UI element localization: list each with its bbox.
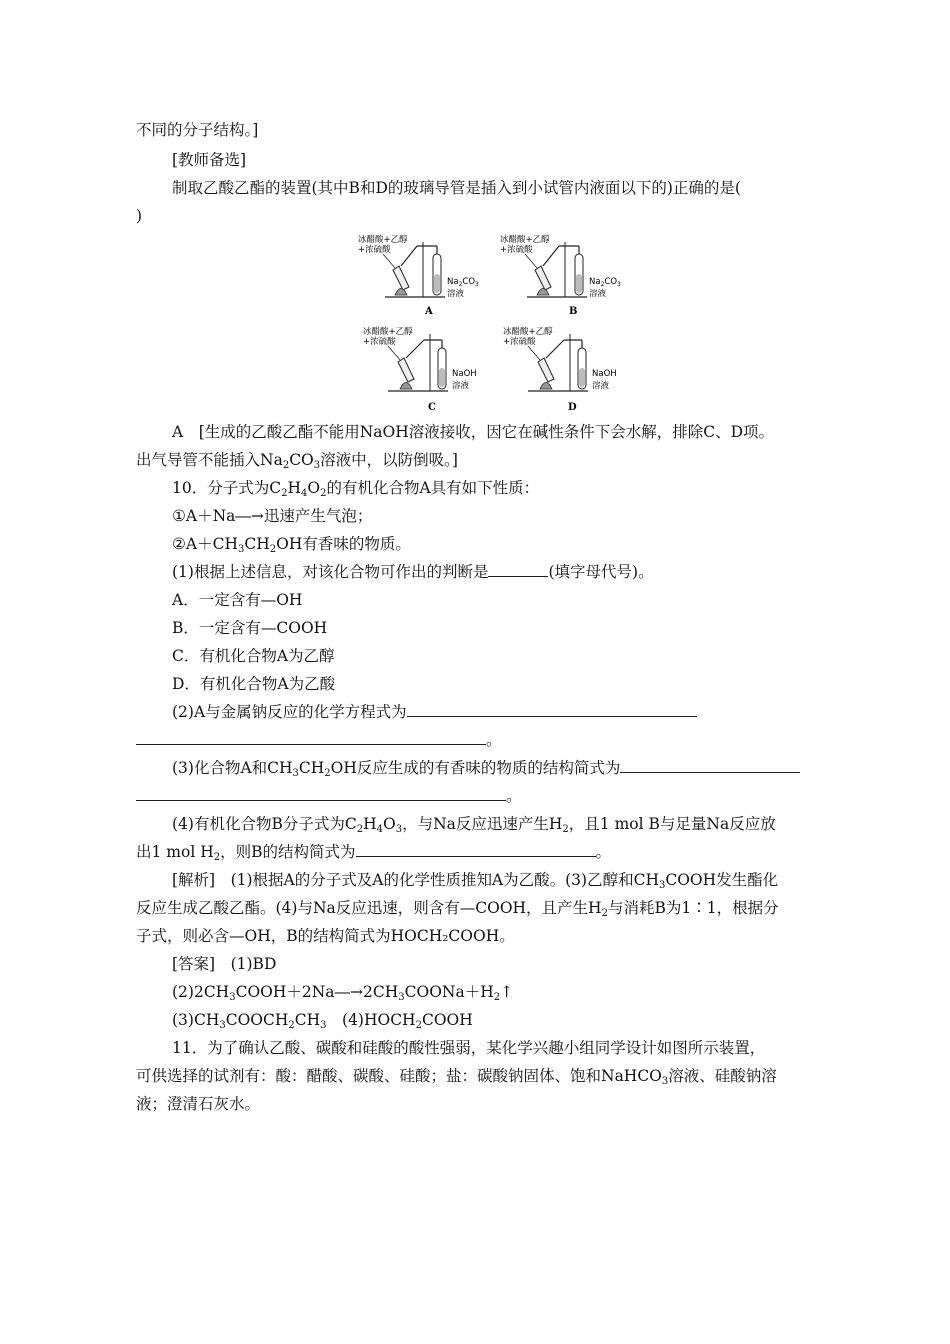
option-a: A．一定含有—OH — [172, 591, 303, 609]
subquestion-1: (1)根据上述信息，对该化合物可作出的判断是 (填字母代号)。 — [172, 563, 654, 581]
apparatus-c — [363, 326, 477, 413]
apparatus-a — [358, 234, 479, 317]
answer-2: $(2)2CH_3COOH+2Na―\to 2CH_3COONa+H_2↑$ — [172, 983, 514, 1003]
question-11: 11．为了确认乙酸、碳酸和硅酸的酸性强弱，某化学兴趣小组同学设计如图所示装置， — [172, 1039, 766, 1057]
answer-3-4: $(3)CH_3COOCH_2CH_3$ $(4)HOCH_2COOH$ — [172, 1011, 473, 1031]
subquestion-4-cont: 出1 mol $H_2$，则B的结构简式为 。 — [136, 843, 612, 863]
label-a: A — [425, 306, 433, 317]
na2co3-label-b: $Na_2CO_3$ — [589, 277, 621, 288]
label-b: B — [569, 306, 578, 317]
question-11-cont-2: 液；澄清石灰水。 — [136, 1095, 261, 1113]
teacher-selection-label: [教师备选] — [172, 151, 247, 169]
question-10: 10．分子式为$C_2H_4O_2$的有机化合物A具有如下性质： — [172, 479, 540, 499]
subquestion-2-cont: 。 — [136, 730, 502, 750]
answer-blank-2b[interactable] — [136, 730, 486, 745]
subquestion-2: (2)A与金属钠反应的化学方程式为 — [172, 702, 697, 722]
reagent-label-d2: +浓硫酸 — [503, 337, 536, 347]
apparatus-b — [500, 234, 621, 317]
solution-label-a: 溶液 — [447, 289, 465, 299]
apparatus-figure — [355, 232, 635, 414]
answer-1: [答案] (1)BD — [172, 955, 277, 973]
label-c: C — [428, 402, 436, 413]
analysis-cont-1: 反应生成乙酸乙酯。(4)与Na反应迅速，则含有—COOH，且产生$H_2$与消耗B为1∶1，根据分 — [136, 899, 779, 919]
subquestion-3-cont: 。 — [136, 786, 522, 806]
property-2: $②A+CH_3CH_2OH$有香味的物质。 — [172, 535, 411, 555]
solution-label-c: 溶液 — [452, 381, 470, 391]
solution-label-b: 溶液 — [589, 289, 607, 299]
reagent-label-c1: 冰醋酸+乙醇 — [363, 327, 413, 337]
reagent-label-b1: 冰醋酸+乙醇 — [500, 235, 550, 245]
reagent-label-c2: +浓硫酸 — [363, 337, 396, 347]
option-c: C．有机化合物A为乙醇 — [172, 647, 335, 665]
question-stem: 制取乙酸乙酯的装置(其中B和D的玻璃导管是插入到小试管内液面以下的)正确的是( — [172, 179, 741, 197]
answer-explanation: A [生成的乙酸乙酯不能用NaOH溶液接收，因它在碱性条件下会水解，排除C、D项。 — [172, 423, 775, 441]
answer-blank-3a[interactable] — [620, 758, 800, 773]
solution-label-d: 溶液 — [592, 381, 610, 391]
apparatus-d — [503, 326, 617, 413]
subquestion-3: (3)化合物A和$CH_3CH_2OH$反应生成的有香味的物质的结构简式为 — [172, 758, 800, 778]
naoh-label-c: NaOH — [452, 369, 477, 379]
answer-blank-4[interactable] — [356, 842, 596, 857]
question-11-cont-1: 可供选择的试剂有：酸：醋酸、碳酸、硅酸；盐：碳酸钠固体、饱和NaHCO$_3$溶液、硅酸钠溶 — [136, 1067, 777, 1087]
na2co3-label-a: $Na_2CO_3$ — [447, 277, 479, 288]
text-line: 不同的分子结构。] — [136, 121, 259, 139]
property-1: ①A＋Na―→迅速产生气泡； — [172, 507, 373, 525]
answer-blank-2a[interactable] — [407, 702, 697, 717]
subquestion-4: (4)有机化合物B分子式为$C_2H_4O_3$，与Na反应迅速产生$H_2$，且1 mol B与足量Na反应放 — [172, 815, 776, 835]
reagent-label-a2: +浓硫酸 — [358, 245, 391, 255]
reagent-label-a1: 冰醋酸+乙醇 — [358, 235, 408, 245]
option-b: B．一定含有—COOH — [172, 619, 328, 637]
naoh-label-d: NaOH — [592, 369, 617, 379]
analysis-cont-2: 子式，则必含—OH，B的结构简式为HOCH₂COOH。 — [136, 927, 515, 945]
question-stem-cont: ) — [136, 207, 143, 225]
answer-blank-3b[interactable] — [136, 786, 506, 801]
reagent-label-d1: 冰醋酸+乙醇 — [503, 327, 553, 337]
option-d: D．有机化合物A为乙酸 — [172, 675, 336, 693]
answer-explanation-cont: 出气导管不能插入$Na_2CO_3$溶液中，以防倒吸。] — [136, 451, 458, 471]
answer-blank-1[interactable] — [488, 562, 548, 577]
reagent-label-b2: +浓硫酸 — [500, 245, 533, 255]
apparatus-svg — [355, 232, 635, 414]
label-d: D — [568, 402, 577, 413]
analysis: [解析] (1)根据A的分子式及A的化学性质推知A为乙酸。(3)乙醇和$CH_3COOH$发生酯化 — [172, 871, 779, 891]
